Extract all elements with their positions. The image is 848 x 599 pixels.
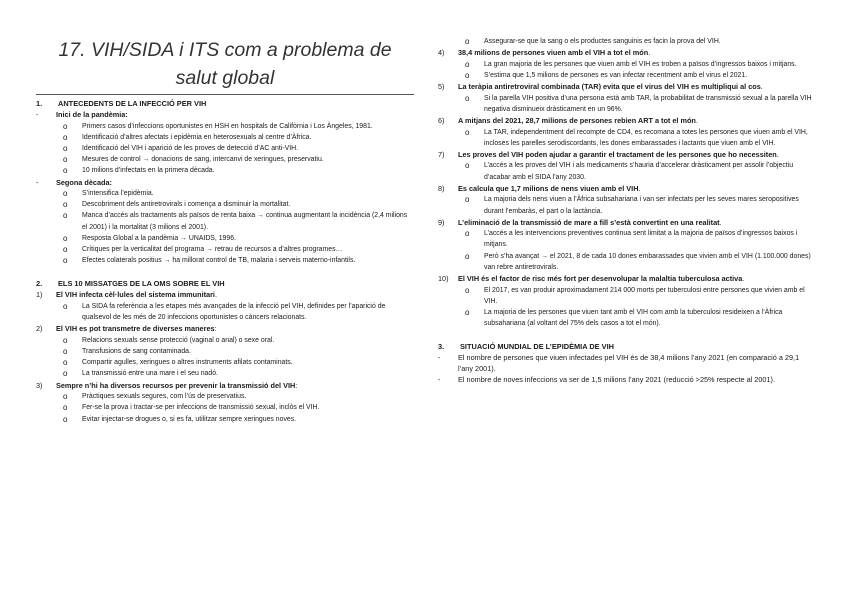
- point-header: 4) 38,4 milions de persones viuen amb el VIH a tot el món.: [438, 48, 651, 58]
- list-item: o Pràctiques sexuals segures, com l’ús de preservatius.: [63, 392, 247, 402]
- list-item: o La transmissió entre una mare i el seu nadó.: [63, 369, 218, 379]
- section-2-heading: [36, 278, 414, 289]
- page-title: 17. VIH/SIDA i ITS com a problema de salut global: [36, 36, 414, 95]
- point-header: 10) El VIH és el factor de risc més fort per desenvolupar la malaltia tuberculosa activa.: [438, 274, 745, 284]
- list-item: o S’intensifica l’epidèmia.: [63, 189, 154, 199]
- list-item: o La majoria de les persones que viuen tant amb el VIH com amb la tuberculosi resideixen a l’Àfrica subsahariana (al voltant del 75% dels casos a tot el món).: [465, 307, 783, 328]
- list-item: o Assegurar-se que la sang o els productes sanguinis es facin la prova del VIH.: [465, 37, 721, 46]
- list-item: o El 2017, es van produir aproximadament 214 000 morts per tuberculosi entre persones que vivien amb el VIH.: [465, 285, 805, 305]
- list-item: - El nombre de noves infeccions va ser de 1,5 milions l’any 2021 (reducció >25% respecte al 2001).: [438, 375, 775, 385]
- list-item: o S’estima que 1,5 milions de persones es van infectar recentment amb el virus el 2021.: [465, 70, 748, 80]
- list-item: o L’accés a les intervencions preventives continua sent limitat a la majoria de països d’ingressos baixos i mitjans.: [465, 229, 798, 249]
- point-header: 7) Les proves del VIH poden ajudar a garantir el tractament de les persones que ho necessiten.: [438, 149, 779, 159]
- section-title: ELS 10 MISSATGES DE LA OMS SOBRE EL VIH: [58, 279, 225, 289]
- section-title: SITUACIÓ MUNDIAL DE L’EPIDÈMIA DE VIH: [460, 342, 614, 352]
- section-3-heading: [438, 341, 816, 352]
- list-item: o Identificació d’altres afectats i epidèmia en heterosexuals al centre d’Àfrica.: [63, 132, 312, 142]
- list-item: o La SIDA fa referència a les etapes més avançades de la infecció pel VIH, definides per l’aparició de qualsevol de les més de 20 infeccions oportunistes o càncers relacionats.: [63, 301, 386, 322]
- section-number: 3.: [438, 342, 445, 352]
- list-item: o Crítiques per la verticalitat del programa → retrau de recursos a d’altres programes…: [63, 245, 343, 255]
- list-item: o Si la parella VIH positiva d’una persona està amb TAR, la probabilitat de transmissió sexual a la parella VIH negativa disminueix dràsticament en un 96%.: [465, 93, 812, 113]
- point-header: 3) Sempre n’hi ha diversos recursos per prevenir la transmissió del VIH:: [36, 380, 298, 390]
- point-header: 6) A mitjans del 2021, 28,7 milions de persones rebien ART a tot el món.: [438, 116, 698, 126]
- list-item: o L’accés a les proves del VIH i als medicaments s’hauria d’accelerar dràsticament per assolir l’objectiu d’acabar amb el SIDA l’any 2030.: [465, 161, 794, 181]
- list-item: o Fer-se la prova i tractar-se per infeccions de transmissió sexual, inclòs el VIH.: [63, 403, 320, 413]
- list-item: o Però s’ha avançat → el 2021, 8 de cada 10 dones embarassades que vivien amb el VIH (1.100.000 dones) van rebre antiretrovirals.: [465, 251, 811, 271]
- list-item: o Primers casos d’infeccions oportunistes en HSH en hospitals de Califòrnia i Los Àngeles, 1981.: [63, 121, 373, 131]
- section-number: 1.: [36, 99, 43, 108]
- list-item: o 10 milions d’infectats en la primera dècada.: [63, 166, 215, 176]
- list-item: o Identificació del VIH i aparició de les proves de detecció d’AC anti-VIH.: [63, 143, 299, 153]
- left-column: [36, 0, 414, 425]
- list-item: o Efectes colaterals positius → ha millorat control de TB, malaria i serveis materno-infantils.: [63, 256, 356, 266]
- list-item: o Descobriment dels antiretrovirals i comença a disminuir la mortalitat.: [63, 200, 291, 210]
- list-item: o La gran majoria de les persones que viuen amb el VIH es troben a països d’ingressos baixos i mitjans.: [465, 59, 797, 69]
- section-1-heading: [36, 98, 414, 109]
- point-header: 8) Es calcula que 1,7 milions de nens viuen amb el VIH.: [438, 183, 641, 193]
- list-item: o Relacions sexuals sense protecció (vaginal o anal) o sexe oral.: [63, 335, 275, 345]
- right-column: [438, 36, 816, 386]
- section-number: 2.: [36, 279, 43, 289]
- point-header: 2) El VIH es pot transmetre de diverses maneres:: [36, 324, 217, 334]
- list-item: o La majoria dels nens viuen a l’Àfrica subsahariana i van ser infectats per les seves mares seropositives durant l’embaràs, el part o la lactància.: [465, 195, 799, 215]
- list-item: o Manca d’accés als tractaments als països de renta baixa → continua augmentant la incidència (2,4 milions el 2001) i la mortalitat (3 milions el 2001).: [63, 211, 408, 231]
- list-item: o Resposta Global a la pandèmia → UNAIDS, 1996.: [63, 233, 236, 243]
- list-item: o Evitar injectar-se drogues o, si es fa, utilitzar sempre xeringues noves.: [63, 414, 297, 424]
- point-header: 5) La teràpia antiretroviral combinada (TAR) evita que el virus del VIH es multipliqui al cos.: [438, 82, 763, 92]
- list-item: o La TAR, independentment del recompte de CD4, es recomana a totes les persones que viuen amb el VIH, incloses les parelles serodiscordants, les dones embarassades i lactants que viuen amb el VIH.: [465, 127, 808, 147]
- list-item: o Compartir agulles, xeringues o altres instruments afilats contaminats.: [63, 358, 293, 368]
- list-item: o Transfusions de sang contaminada.: [63, 347, 191, 357]
- list-item: - El nombre de persones que viuen infectades pel VIH és de 38,4 milions l’any 2021 (en comparació a 29,1 l’any 2001).: [438, 353, 800, 373]
- list-item: o Mesures de control → donacions de sang, intercanvi de xeringues, preservatiu.: [63, 155, 324, 165]
- point-header: 1) El VIH infecta cèl·lules del sistema immunitari.: [36, 290, 217, 300]
- group-header: - Inici de la pandèmia:: [36, 110, 128, 119]
- point-header: 9) L’eliminació de la transmissió de mare a fill s’està convertint en una realitat.: [438, 217, 722, 227]
- group-header: - Segona dècada:: [36, 177, 112, 187]
- section-title: ANTECEDENTS DE LA INFECCIÓ PER VIH: [58, 99, 207, 108]
